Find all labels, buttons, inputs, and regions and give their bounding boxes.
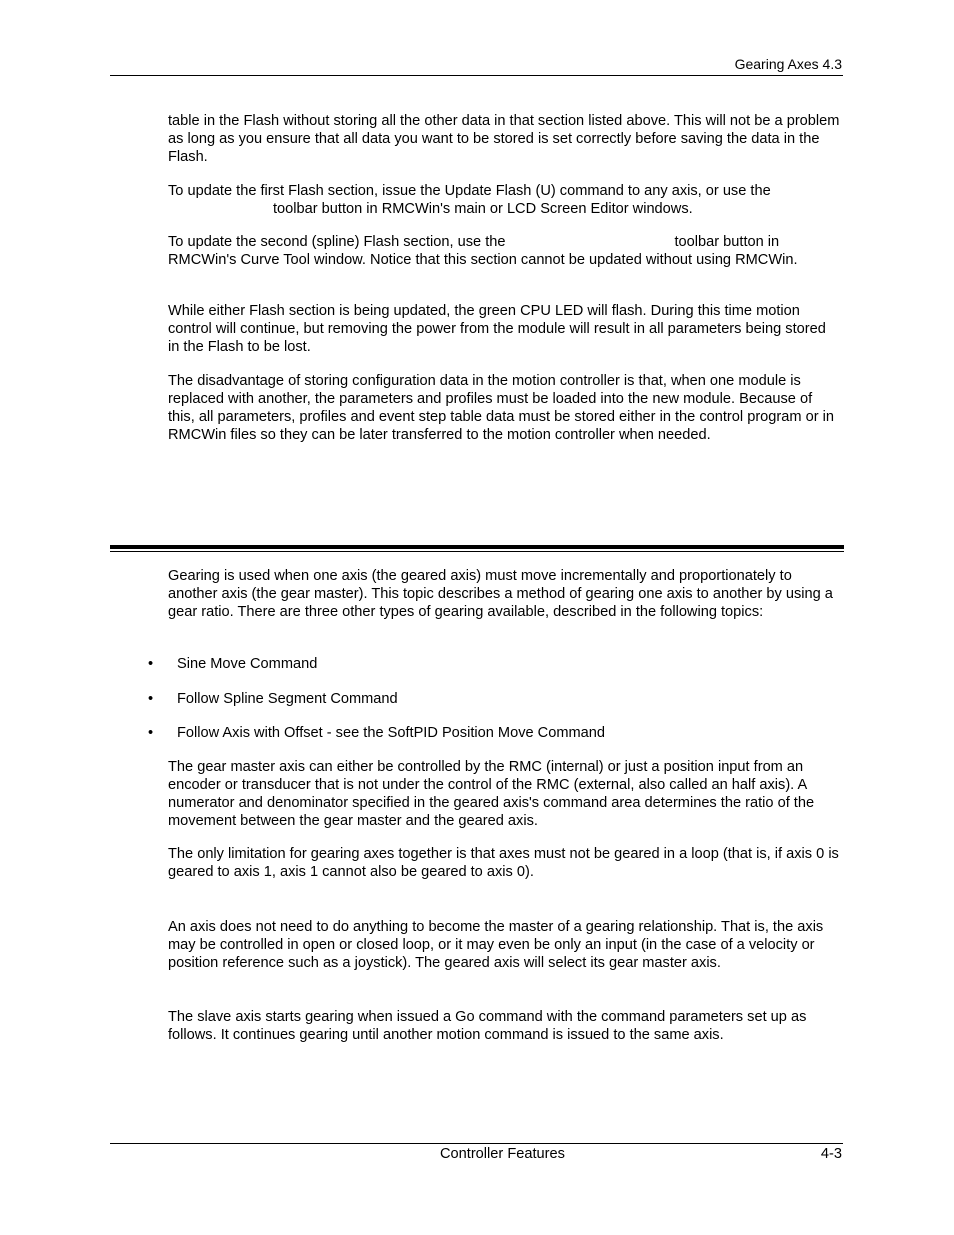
paragraph-text: toolbar button in [674, 234, 780, 250]
header-title: Gearing Axes 4.3 [734, 56, 842, 72]
page-number: 4-3 [820, 1146, 842, 1162]
paragraph-text: To update the second (spline) Flash section, use the [168, 234, 506, 250]
section-divider-thin [110, 551, 844, 552]
bullet-icon: • [148, 725, 154, 741]
list-item-text: Sine Move Command [177, 656, 318, 672]
paragraph-line: To update the first Flash section, issue the Update Flash (U) command to any axis, or use the [168, 183, 771, 199]
footer-title: Controller Features [440, 1146, 565, 1162]
paragraph-line: toolbar button in RMCWin's main or LCD Screen Editor windows. [273, 201, 693, 218]
paragraph-slave-axis: The slave axis starts gearing when issued a Go command with the command parameters set up as follows. It continues gearing until another motion command is issued to the same axis. [168, 1009, 807, 1044]
list-item-text: Follow Spline Segment Command [177, 691, 398, 707]
paragraph-update-first-flash [168, 182, 840, 218]
bullet-icon: • [148, 691, 154, 707]
paragraph-text: RMCWin's Curve Tool window. Notice that this section cannot be updated without using RMCWin. [168, 252, 798, 269]
bullet-icon: • [148, 656, 154, 672]
section-divider-thick [110, 545, 844, 549]
paragraph-gear-master: The gear master axis can either be controlled by the RMC (internal) or just a position input from an encoder or transducer that is not under the control of the RMC (external, also called an half axis). A numerator and denominator specified in the geared axis's command area determines the ratio of the movement between the gear master and the geared axis. [168, 759, 815, 830]
page-header [110, 55, 843, 76]
paragraph-gearing-intro: Gearing is used when one axis (the geared axis) must move incrementally and proportionately to another axis (the gear master). This topic describes a method of gearing one axis to another by using a gear ratio. There are three other types of gearing available, described in the following topics: [168, 568, 833, 621]
page-footer [110, 1143, 843, 1162]
paragraph-disadvantage: The disadvantage of storing configuration data in the motion controller is that, when one module is replaced with another, the parameters and profiles must be loaded into the new module. Because of this, all parameters, profiles and event step table data must be stored either in the control program or in RMCWin files so they can be later transferred to the motion controller when needed. [168, 373, 834, 444]
paragraph-update-second-flash [168, 233, 840, 269]
paragraph-cpu-led: While either Flash section is being updated, the green CPU LED will flash. During this time motion control will continue, but removing the power from the module will result in all parameters being stored in the Flash to be lost. [168, 303, 826, 356]
paragraph-limitation: The only limitation for gearing axes together is that axes must not be geared in a loop (that is, if axis 0 is geared to axis 1, axis 1 cannot also be geared to axis 0). [168, 846, 839, 881]
list-item-text: Follow Axis with Offset - see the SoftPID Position Move Command [177, 725, 605, 741]
paragraph-master-requirements: An axis does not need to do anything to become the master of a gearing relationship. That is, the axis may be controlled in open or closed loop, or it may even be only an input (in the case of a velocity or position reference such as a joystick). The geared axis will select its gear master axis. [168, 919, 824, 972]
paragraph-flash-table: table in the Flash without storing all the other data in that section listed above. This will not be a problem as long as you ensure that all data you want to be stored is set correctly before saving the data in the Flash. [168, 113, 840, 166]
